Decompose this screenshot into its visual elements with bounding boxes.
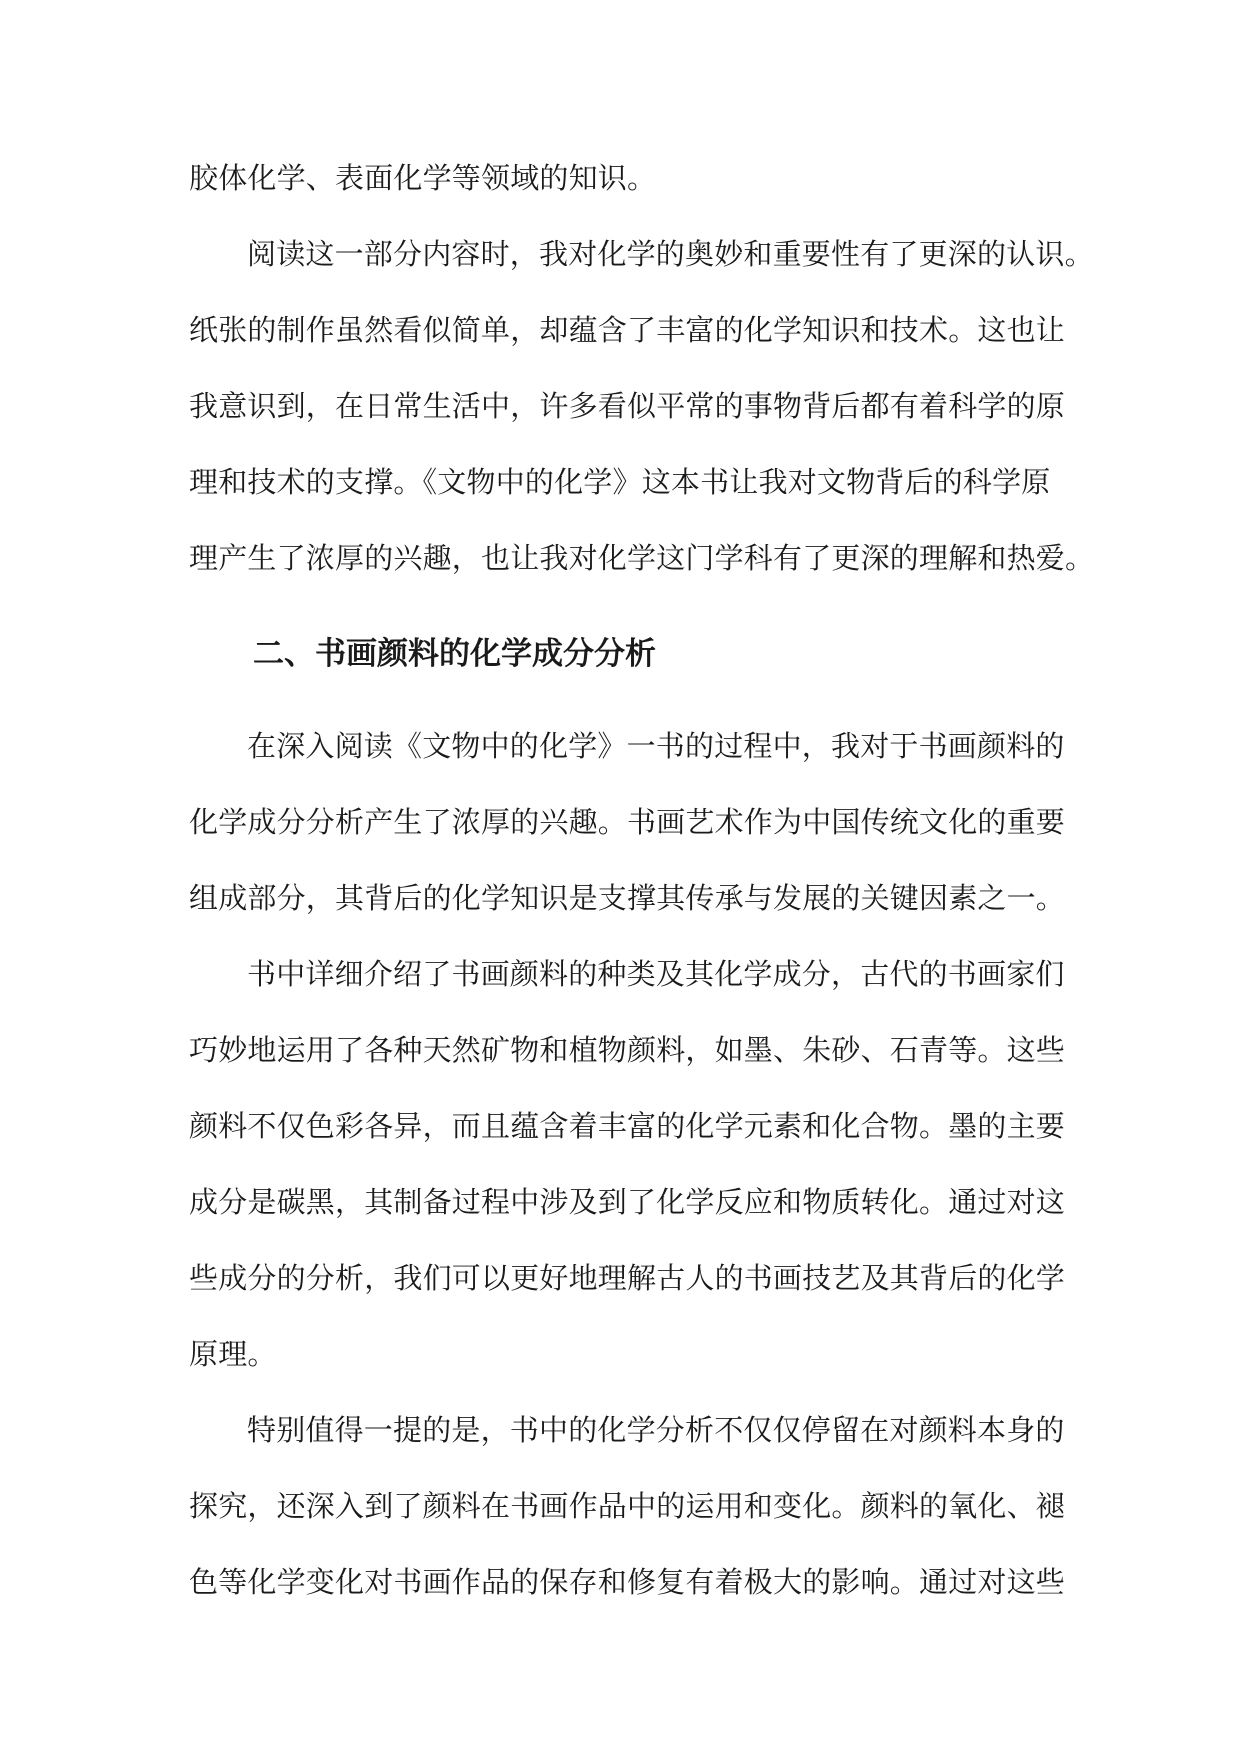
text-line: 纸张的制作虽然看似简单，却蕴含了丰富的化学知识和技术。这也让 — [189, 313, 1066, 347]
text-line: 巧妙地运用了各种天然矿物和植物颜料，如墨、朱砂、石青等。这些 — [189, 1033, 1066, 1067]
text-line: 化学成分分析产生了浓厚的兴趣。书画艺术作为中国传统文化的重要 — [189, 805, 1066, 839]
text-line: 在深入阅读《文物中的化学》一书的过程中，我对于书画颜料的 — [247, 729, 1065, 763]
text-line: 胶体化学、表面化学等领域的知识。 — [189, 161, 657, 195]
text-line: 阅读这一部分内容时，我对化学的奥妙和重要性有了更深的认识。 — [247, 237, 1094, 271]
text-block-top — [189, 140, 1095, 596]
text-line: 些成分的分析，我们可以更好地理解古人的书画技艺及其背后的化学 — [189, 1261, 1066, 1295]
text-block-bottom — [189, 708, 1066, 1620]
document-page — [189, 140, 1095, 1620]
text-line: 成分是碳黑，其制备过程中涉及到了化学反应和物质转化。通过对这 — [189, 1185, 1066, 1219]
text-line: 组成部分，其背后的化学知识是支撑其传承与发展的关键因素之一。 — [189, 881, 1066, 915]
text-line: 书中详细介绍了书画颜料的种类及其化学成分，古代的书画家们 — [247, 957, 1065, 991]
text-line: 原理。 — [189, 1337, 277, 1371]
text-line: 理产生了浓厚的兴趣，也让我对化学这门学科有了更深的理解和热爱。 — [189, 541, 1095, 575]
text-line: 颜料不仅色彩各异，而且蕴含着丰富的化学元素和化合物。墨的主要 — [189, 1109, 1066, 1143]
text-line: 色等化学变化对书画作品的保存和修复有着极大的影响。通过对这些 — [189, 1565, 1066, 1599]
section-heading: 二、书画颜料的化学成分分析 — [253, 636, 656, 672]
text-line: 我意识到，在日常生活中，许多看似平常的事物背后都有着科学的原 — [189, 389, 1066, 423]
text-line: 探究，还深入到了颜料在书画作品中的运用和变化。颜料的氧化、褪 — [189, 1489, 1066, 1523]
text-line: 特别值得一提的是，书中的化学分析不仅仅停留在对颜料本身的 — [247, 1413, 1065, 1447]
text-line: 理和技术的支撑。《文物中的化学》这本书让我对文物背后的科学原 — [189, 465, 1051, 499]
